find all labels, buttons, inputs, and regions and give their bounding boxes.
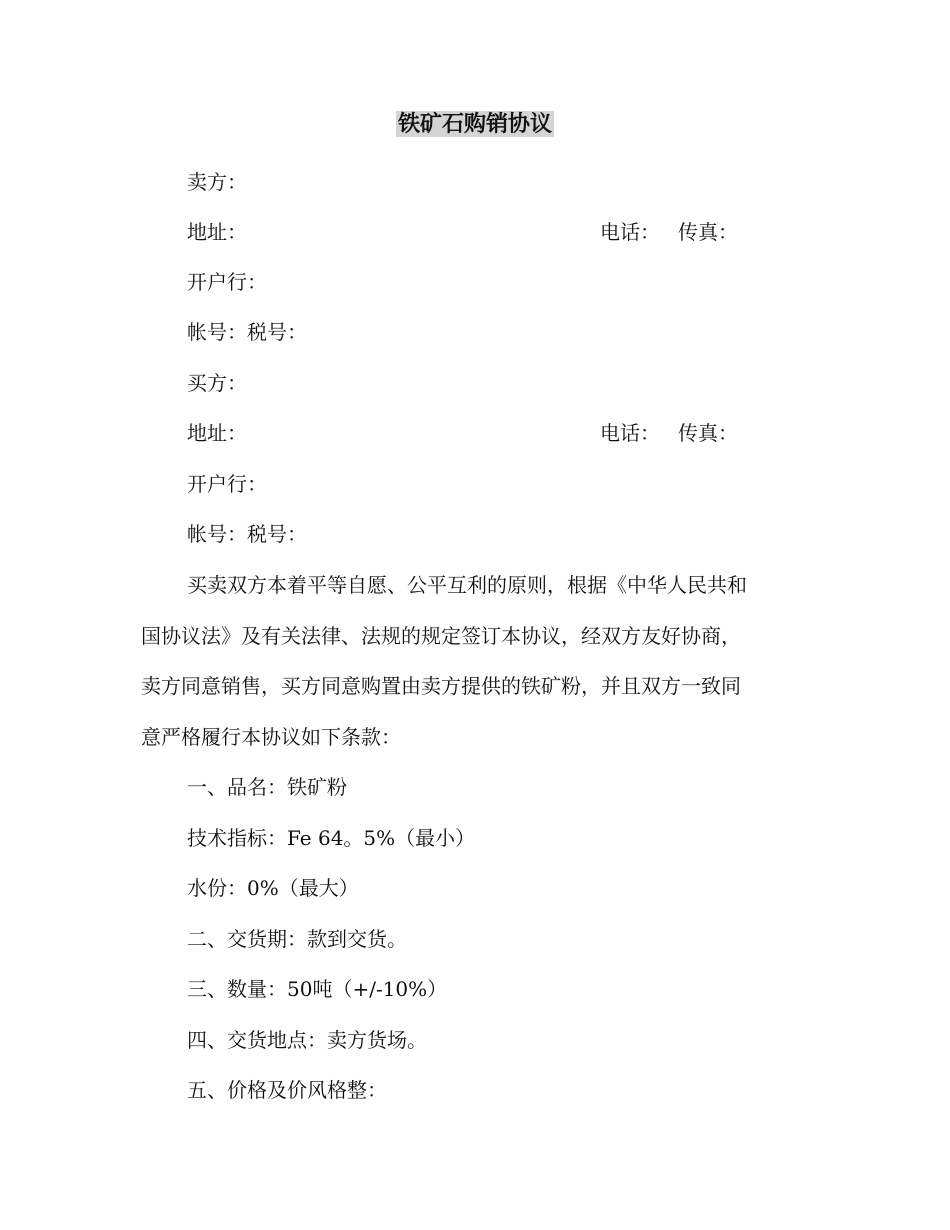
buyer-contact xyxy=(600,419,738,447)
clause-price: 五、价格及价风格整： xyxy=(187,1078,387,1102)
seller-address-label: 地址： xyxy=(187,220,247,244)
seller-contact xyxy=(600,218,738,246)
seller-bank-label: 开户行： xyxy=(187,270,267,294)
clause-quantity: 三、数量：50吨（+/-10%） xyxy=(187,977,448,1001)
clause-spec: 技术指标：Fe 64。5%（最小） xyxy=(187,826,476,850)
seller-phone-label: 电话： xyxy=(600,220,660,244)
buyer-account-label: 帐号：税号： xyxy=(187,522,307,546)
document-title xyxy=(0,108,950,140)
buyer-bank-label: 开户行： xyxy=(187,472,267,496)
clause-moisture: 水份：0%（最大） xyxy=(187,876,359,900)
seller-fax-label: 传真： xyxy=(678,220,738,244)
intro-line-4: 意严格履行本协议如下条款： xyxy=(141,725,401,749)
intro-line-2: 国协议法》及有关法律、法规的规定签订本协议，经双方友好协商， xyxy=(141,624,741,648)
buyer-label: 买方： xyxy=(187,371,247,395)
seller-account-label: 帐号：税号： xyxy=(187,320,307,344)
clause-delivery-place: 四、交货地点：卖方货场。 xyxy=(187,1028,427,1052)
intro-line-3: 卖方同意销售，买方同意购置由卖方提供的铁矿粉，并且双方一致同 xyxy=(141,674,741,698)
seller-label: 卖方： xyxy=(187,170,247,194)
clause-product: 一、品名：铁矿粉 xyxy=(187,775,347,799)
buyer-address-label: 地址： xyxy=(187,421,247,445)
clause-delivery-period: 二、交货期：款到交货。 xyxy=(187,927,407,951)
buyer-fax-label: 传真： xyxy=(678,421,738,445)
intro-line-1: 买卖双方本着平等自愿、公平互利的原则，根据《中华人民共和 xyxy=(187,573,747,597)
document-title-text: 铁矿石购销协议 xyxy=(397,111,552,137)
buyer-phone-label: 电话： xyxy=(600,421,660,445)
